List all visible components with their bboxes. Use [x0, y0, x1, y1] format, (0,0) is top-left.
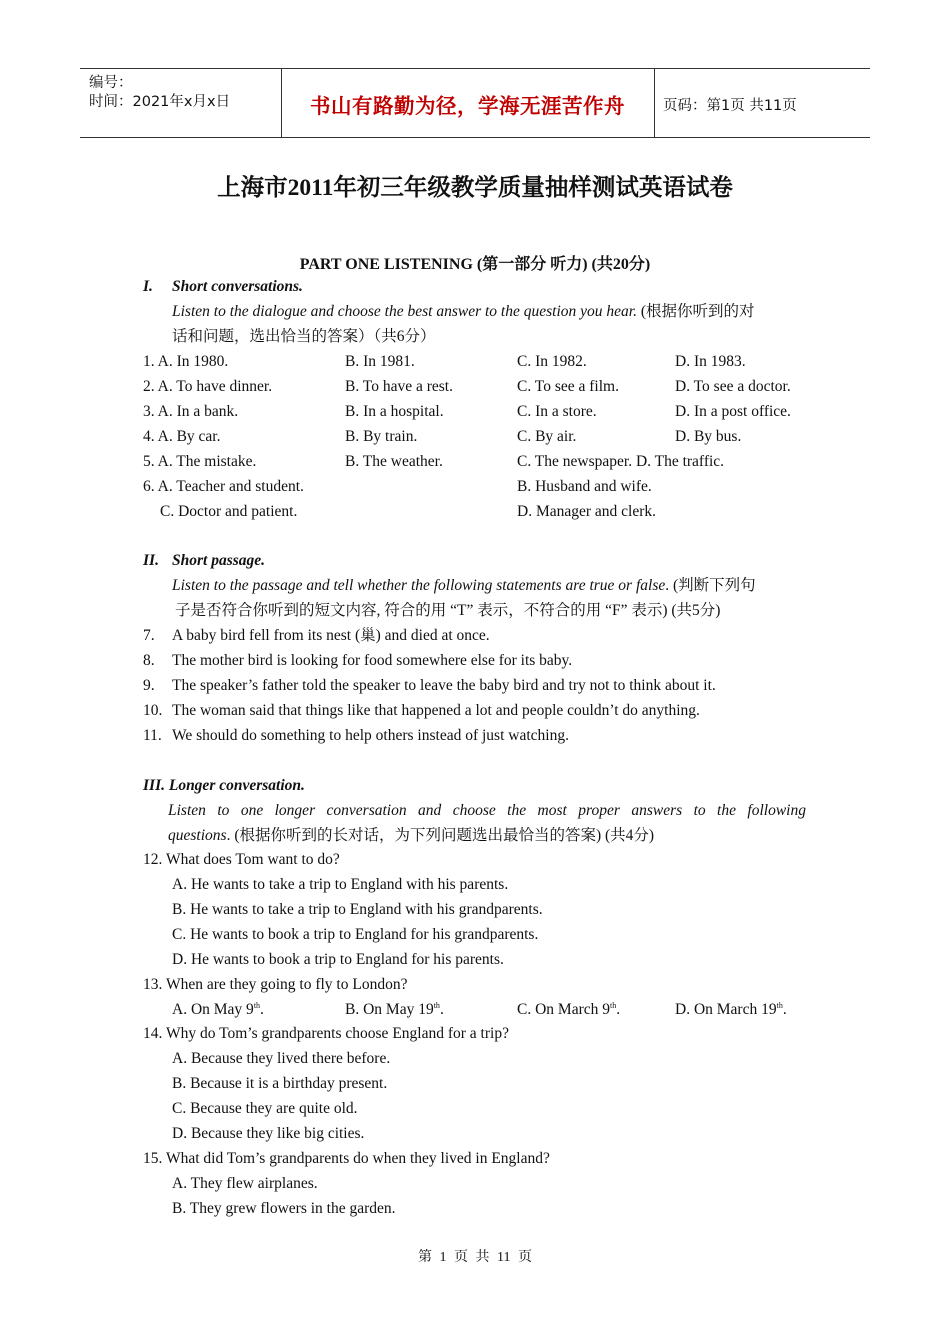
q15-option-b: B. They grew flowers in the garden. [172, 1200, 396, 1217]
q2-option-d: D. To see a doctor. [675, 378, 791, 395]
statement-text: A baby bird fell from its nest (巢) and died at once. [172, 627, 490, 644]
serial-label: 编号： [89, 75, 133, 91]
motto: 书山有路勤为径，学海无涯苦作舟 [310, 94, 625, 118]
section-1-heading: Short conversations. [172, 278, 303, 295]
section-1-instruction-cont: 话和问题，选出恰当的答案）（共6分） [172, 328, 436, 345]
statement-number: 11. [143, 727, 162, 744]
q6-option-b: B. Husband and wife. [517, 478, 652, 495]
statement-number: 8. [143, 652, 155, 669]
q13-option-a [172, 997, 264, 1022]
q1-option-d: D. In 1983. [675, 353, 746, 370]
statement-text: The speaker’s father told the speaker to leave the baby bird and try not to think about it. [172, 677, 716, 694]
section-3-heading: III. Longer conversation. [143, 777, 305, 794]
q12-stem: 12. What does Tom want to do? [143, 851, 340, 868]
statement-text: The woman said that things like that happened a lot and people couldn’t do anything. [172, 702, 700, 719]
q6-option-a: 6. A. Teacher and student. [143, 478, 304, 495]
q13-stem: 13. When are they going to fly to London? [143, 976, 408, 993]
instruction-cn: . (根据你听到的长对话，为下列问题选出最恰当的答案) (共4分) [226, 827, 655, 844]
header-divider [654, 69, 655, 137]
q1-option-c: C. In 1982. [517, 353, 587, 370]
q14-stem: 14. Why do Tom’s grandparents choose England for a trip? [143, 1025, 509, 1042]
q4-option-c: C. By air. [517, 428, 577, 445]
page-label: 页码：第1页 共11页 [663, 98, 797, 114]
q15-stem: 15. What did Tom’s grandparents do when they lived in England? [143, 1150, 550, 1167]
q14-option-d: D. Because they like big cities. [172, 1125, 365, 1142]
q3-option-d: D. In a post office. [675, 403, 791, 420]
q6-option-c: C. Doctor and patient. [160, 503, 298, 520]
section-1-instruction [172, 299, 755, 324]
section-2-heading: Short passage. [172, 552, 266, 569]
q12-option-c: C. He wants to book a trip to England for his grandparents. [172, 926, 539, 943]
q2-option-a: 2. A. To have dinner. [143, 378, 273, 395]
section-3-instruction-cont [168, 823, 654, 848]
instruction-en: Listen to the dialogue and choose the best answer to the question you hear. [172, 303, 637, 320]
q12-option-d: D. He wants to book a trip to England for his parents. [172, 951, 504, 968]
q12-option-b: B. He wants to take a trip to England with his grandparents. [172, 901, 543, 918]
page-title: 上海市2011年初三年级教学质量抽样测试英语试卷 [217, 175, 733, 201]
statement-number: 9. [143, 677, 155, 694]
q12-option-a: A. He wants to take a trip to England with his parents. [172, 876, 509, 893]
statement-text: The mother bird is looking for food somewhere else for its baby. [172, 652, 573, 669]
instruction-cn: . (判断下列句 [665, 577, 756, 594]
q4-option-b: B. By train. [345, 428, 418, 445]
period: . [782, 1001, 787, 1018]
q3-option-a: 3. A. In a bank. [143, 403, 239, 420]
page-header [80, 68, 870, 138]
q13-option-c [517, 997, 620, 1022]
q2-option-b: B. To have a rest. [345, 378, 453, 395]
section-3-instruction: Listen to one longer conversation and choose the most proper answers to the following [168, 802, 806, 819]
section-2-instruction [172, 573, 756, 598]
instruction-en: Listen to the passage and tell whether the following statements are true or false [172, 577, 666, 594]
ordinal-suffix: th [776, 1001, 783, 1010]
q3-option-b: B. In a hospital. [345, 403, 444, 420]
q1-option-a: 1. A. In 1980. [143, 353, 229, 370]
q14-option-a: A. Because they lived there before. [172, 1050, 391, 1067]
period: . [616, 1001, 621, 1018]
statement-number: 7. [143, 627, 155, 644]
q4-option-d: D. By bus. [675, 428, 742, 445]
period: . [439, 1001, 444, 1018]
q5-option-a: 5. A. The mistake. [143, 453, 257, 470]
part-one-heading: PART ONE LISTENING (第一部分 听力) (共20分) [299, 256, 651, 273]
statement-text: We should do something to help others instead of just watching. [172, 727, 569, 744]
q13-option-b [345, 997, 444, 1022]
section-1-number: I. [143, 278, 153, 295]
q14-option-b: B. Because it is a birthday present. [172, 1075, 388, 1092]
q2-option-c: C. To see a film. [517, 378, 619, 395]
option-text: A. On May 9 [172, 1001, 254, 1018]
option-text: B. On May 19 [345, 1001, 434, 1018]
section-2-instruction-cont: 子是否符合你听到的短文内容, 符合的用 “T” 表示，不符合的用 “F” 表示) (共5分) [175, 602, 721, 619]
q5-option-cd: C. The newspaper. D. The traffic. [517, 453, 725, 470]
q1-option-b: B. In 1981. [345, 353, 415, 370]
ordinal-suffix: th [253, 1001, 261, 1010]
option-text: D. On March 19 [675, 1001, 777, 1018]
section-2-number: II. [143, 552, 159, 569]
q4-option-a: 4. A. By car. [143, 428, 221, 445]
ordinal-suffix: th [610, 1001, 617, 1010]
ordinal-suffix: th [433, 1001, 440, 1010]
instruction-en: questions [168, 827, 227, 844]
q14-option-c: C. Because they are quite old. [172, 1100, 358, 1117]
q3-option-c: C. In a store. [517, 403, 597, 420]
q5-option-b: B. The weather. [345, 453, 443, 470]
q15-option-a: A. They flew airplanes. [172, 1175, 318, 1192]
page-footer: 第 1 页 共 11 页 [418, 1250, 532, 1265]
q13-option-d [675, 997, 787, 1022]
statement-number: 10. [143, 702, 163, 719]
instruction-cn: (根据你听到的对 [636, 303, 755, 320]
time-label: 时间：2021年x月x日 [89, 94, 231, 110]
q6-option-d: D. Manager and clerk. [517, 503, 657, 520]
period: . [260, 1001, 264, 1018]
option-text: C. On March 9 [517, 1001, 610, 1018]
